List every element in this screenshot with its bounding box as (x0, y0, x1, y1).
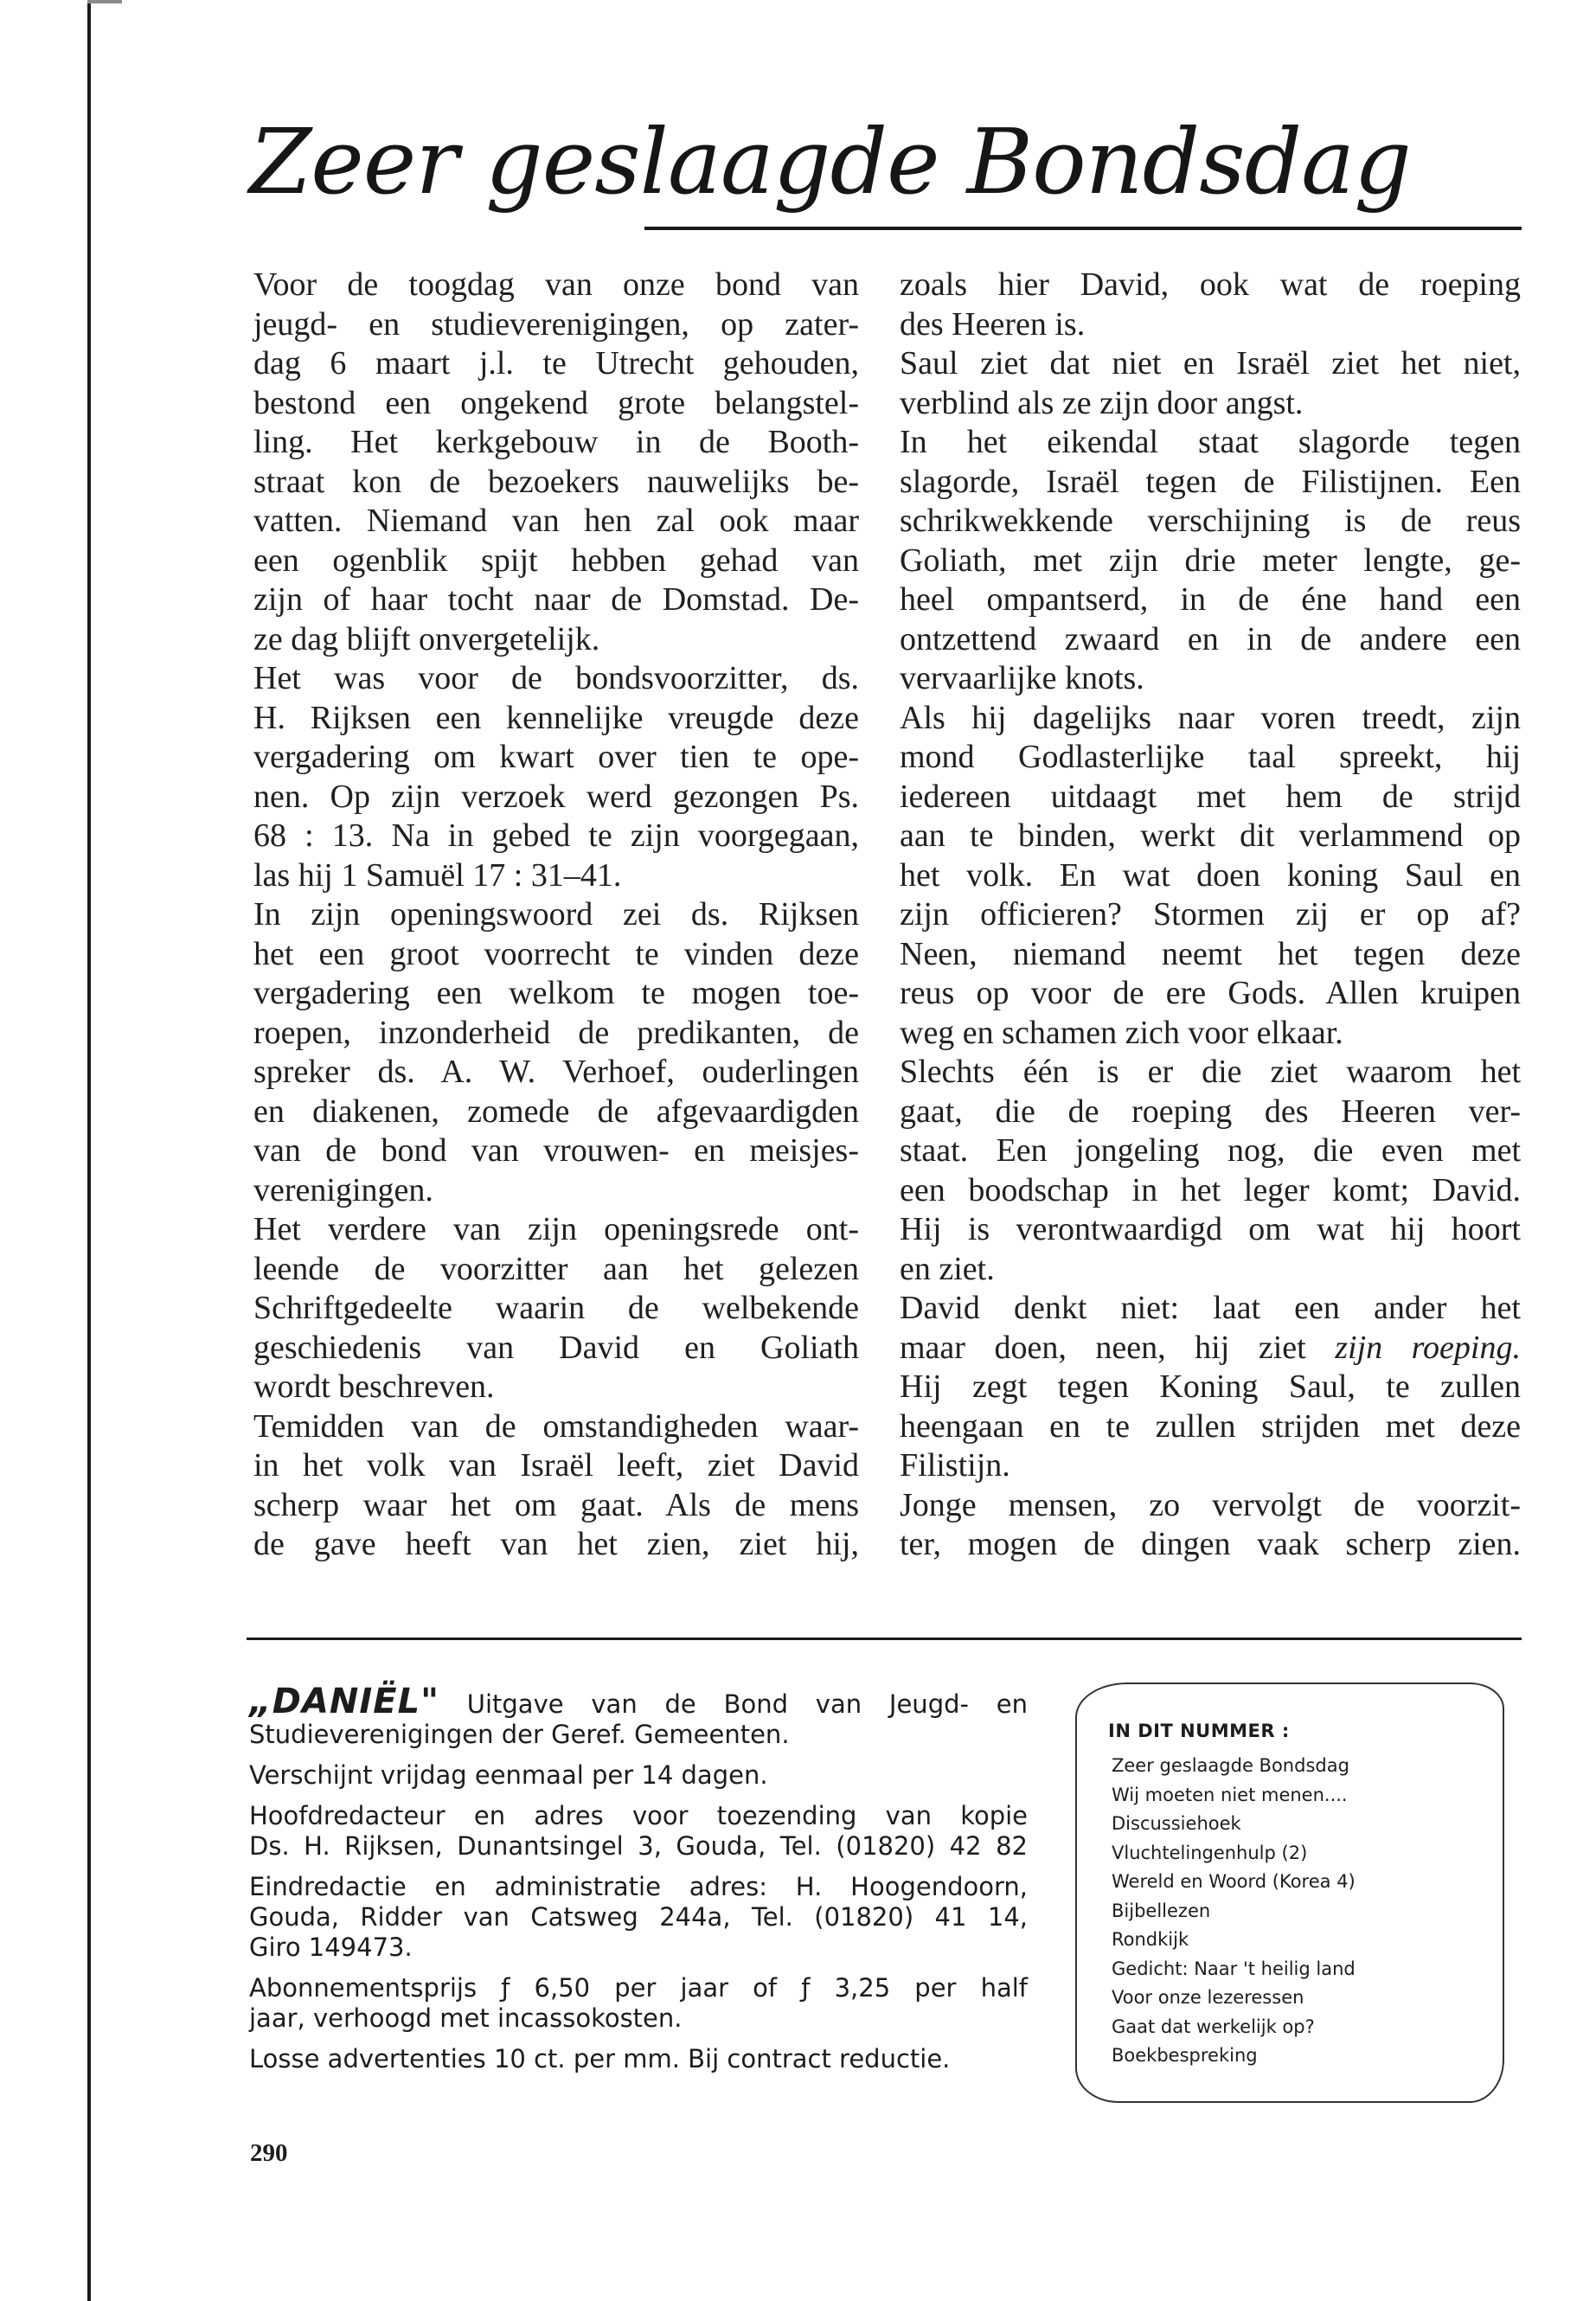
publisher-line (249, 1682, 1028, 1721)
text-line: weg en schamen zich voor elkaar. (900, 1014, 1343, 1051)
text-line: ze dag blijft onvergetelijk. (253, 620, 600, 657)
text-line: In zijn openingswoord zei ds. Rijksen (253, 896, 859, 933)
text-line: las hij 1 Samuël 17 : 31–41. (253, 856, 622, 894)
text-line: geschiedenis van David en Goliath (253, 1329, 859, 1366)
text-line: Neen, niemand neemt het tegen deze (900, 935, 1521, 972)
text-line: Hij zegt tegen Koning Saul, te zullen (900, 1368, 1521, 1405)
toc-item: Boekbespreking (1112, 2045, 1258, 2066)
toc-item: Vluchtelingenhulp (2) (1112, 1842, 1308, 1863)
text-line: nen. Op zijn verzoek werd gezongen Ps. (253, 778, 859, 815)
text-line: verblind als ze zijn door angst. (900, 384, 1304, 421)
text-line: heengaan en te zullen strijden met deze (900, 1407, 1521, 1445)
text-line: spreker ds. A. W. Verhoef, ouderlingen (253, 1054, 859, 1090)
publisher-line: Studieverenigingen der Geref. Gemeenten. (249, 1720, 790, 1749)
text-line: gaat, die de roeping des Heeren ver- (900, 1093, 1521, 1130)
toc-item: Discussiehoek (1112, 1813, 1241, 1834)
text-line: aan te binden, werkt dit verlammend op (900, 817, 1521, 854)
text-line: vervaarlijke knots. (900, 660, 1144, 696)
text-line: het een groot voorrecht te vinden deze (253, 935, 859, 972)
toc-item: Rondkijk (1112, 1929, 1189, 1950)
text-line: dag 6 maart j.l. te Utrecht gehouden, (253, 345, 859, 381)
toc-item: Zeer geslaagde Bondsdag (1112, 1755, 1349, 1776)
text-line: Saul ziet dat niet en Israël ziet het niet, (900, 345, 1521, 381)
binding-corner-mark (87, 0, 122, 3)
text-line: Filistijn. (900, 1447, 1010, 1484)
text-line: slagorde, Israël tegen de Filistijnen. Een (900, 463, 1521, 500)
text-line: Het verdere van zijn openingsrede ont- (253, 1211, 859, 1247)
publisher-text: Uitgave van de Bond van Jeugd- en (466, 1689, 1028, 1719)
editor-line: Ds. H. Rijksen, Dunantsingel 3, Gouda, Tel. (01820) 42 82 (249, 1831, 1028, 1861)
toc-list (1103, 1752, 1477, 2071)
publisher-info (249, 1682, 1028, 1721)
editor-line: Hoofdredacteur en adres voor toezending van kopie (249, 1801, 1028, 1830)
text-line: mond Godlasterlijke taal spreekt, hij (900, 739, 1521, 775)
table-of-contents (1075, 1682, 1504, 2103)
text-line: in het volk van Israël leeft, ziet David (253, 1447, 859, 1484)
admin-line: Gouda, Ridder van Catsweg 244a, Tel. (01820) 41 14, (249, 1902, 1028, 1932)
text-line: straat kon de bezoekers nauwelijks be- (253, 463, 859, 500)
text-line: bestond een ongekend grote belangstel- (253, 384, 859, 421)
text-line: jeugd- en studieverenigingen, op zater- (253, 305, 859, 343)
text-line: schrikwekkende verschijning is de reus (900, 503, 1521, 539)
text-line: wordt beschreven. (253, 1368, 495, 1405)
section-divider (247, 1638, 1522, 1640)
text-line: en ziet. (900, 1250, 995, 1287)
article-title: Zeer geslaagde Bondsdag (249, 109, 1411, 215)
text-line: des Heeren is. (900, 305, 1086, 343)
frequency-info: Verschijnt vrijdag eenmaal per 14 dagen. (249, 1760, 768, 1790)
text-line: zijn officieren? Stormen zij er op af? (900, 896, 1521, 933)
toc-item: Gedicht: Naar 't heilig land (1112, 1958, 1356, 1979)
admin-line: Giro 149473. (249, 1932, 413, 1962)
text-line: zoals hier David, ook wat de roeping (900, 266, 1521, 303)
binding-edge-line (87, 0, 91, 2301)
toc-item: Wereld en Woord (Korea 4) (1112, 1871, 1356, 1892)
article-left-column (253, 266, 859, 1565)
toc-item: Bijbellezen (1112, 1900, 1211, 1921)
text-line: 68 : 13. Na in gebed te zijn voorgegaan, (253, 817, 859, 854)
text-line: David denkt niet: laat een ander het (900, 1290, 1521, 1326)
title-rule (644, 227, 1522, 230)
brand-logo: „DANIËL" (249, 1682, 439, 1721)
text-line: en diakenen, zomede de afgevaardigden (253, 1093, 859, 1130)
text-line: iedereen uitdaagt met hem de strijd (900, 778, 1521, 815)
text-line: ontzettend zwaard en in de andere een (900, 620, 1521, 657)
text-line: Het was voor de bondsvoorzitter, ds. (253, 660, 859, 696)
text-line: In het eikendal staat slagorde tegen (900, 424, 1521, 460)
text-run: maar doen, neen, hij ziet (900, 1329, 1306, 1366)
text-line: de gave heeft van het zien, ziet hij, (253, 1526, 859, 1562)
text-line: staat. Een jongeling nog, die even met (900, 1132, 1521, 1169)
text-line: Schriftgedeelte waarin de welbekende (253, 1290, 859, 1326)
toc-item: Voor onze lezeressen (1112, 1987, 1304, 2008)
subscription-line: jaar, verhoogd met incassokosten. (249, 2003, 683, 2033)
toc-item: Gaat dat werkelijk op? (1112, 2016, 1315, 2037)
text-line: Temidden van de omstandigheden waar- (253, 1407, 859, 1445)
text-line: Goliath, met zijn drie meter lengte, ge- (900, 542, 1521, 579)
text-line (900, 1329, 1521, 1368)
text-line: het volk. En wat doen koning Saul en (900, 856, 1521, 894)
text-line: leende de voorzitter aan het gelezen (253, 1250, 859, 1287)
text-line: Slechts één is er die ziet waarom het (900, 1054, 1521, 1090)
advertising-info: Losse advertenties 10 ct. per mm. Bij contract reductie. (249, 2044, 951, 2073)
text-line: ling. Het kerkgebouw in de Booth- (253, 424, 859, 460)
text-line: vatten. Niemand van hen zal ook maar (253, 503, 859, 539)
colophon (249, 1682, 1028, 2085)
text-line: H. Rijksen een kennelijke vreugde deze (253, 699, 859, 736)
subscription-line: Abonnementsprijs ƒ 6,50 per jaar of ƒ 3,25 per half (249, 1973, 1028, 2003)
text-line: zijn of haar tocht naar de Domstad. De- (253, 581, 859, 618)
text-line: heel ompantserd, in de éne hand een (900, 581, 1521, 618)
text-line: Voor de toogdag van onze bond van (253, 266, 859, 303)
text-line: verenigingen. (253, 1171, 433, 1208)
text-line: een ogenblik spijt hebben gehad van (253, 542, 859, 579)
text-line: roepen, inzonderheid de predikanten, de (253, 1014, 859, 1051)
page-number: 290 (250, 2139, 288, 2167)
toc-heading: IN DIT NUMMER : (1108, 1721, 1290, 1741)
toc-item: Wij moeten niet menen.... (1112, 1784, 1348, 1805)
text-line: een boodschap in het leger komt; David. (900, 1171, 1521, 1208)
text-line: vergadering om kwart over tien te ope- (253, 739, 859, 775)
text-line: scherp waar het om gaat. Als de mens (253, 1486, 859, 1523)
article-right-column (900, 266, 1521, 1565)
text-line: ter, mogen de dingen vaak scherp zien. (900, 1526, 1521, 1562)
text-line: reus op voor de ere Gods. Allen kruipen (900, 975, 1521, 1011)
text-line: van de bond van vrouwen- en meisjes- (253, 1132, 859, 1169)
text-line: vergadering een welkom te mogen toe- (253, 975, 859, 1011)
emphasis-text: zijn roeping. (1335, 1329, 1521, 1366)
text-line: Hij is verontwaardigd om wat hij hoort (900, 1211, 1521, 1247)
text-line: Als hij dagelijks naar voren treedt, zijn (900, 699, 1521, 736)
text-line: Jonge mensen, zo vervolgt de voorzit- (900, 1486, 1521, 1523)
admin-line: Eindredactie en administratie adres: H. Hoogendoorn, (249, 1872, 1028, 1901)
